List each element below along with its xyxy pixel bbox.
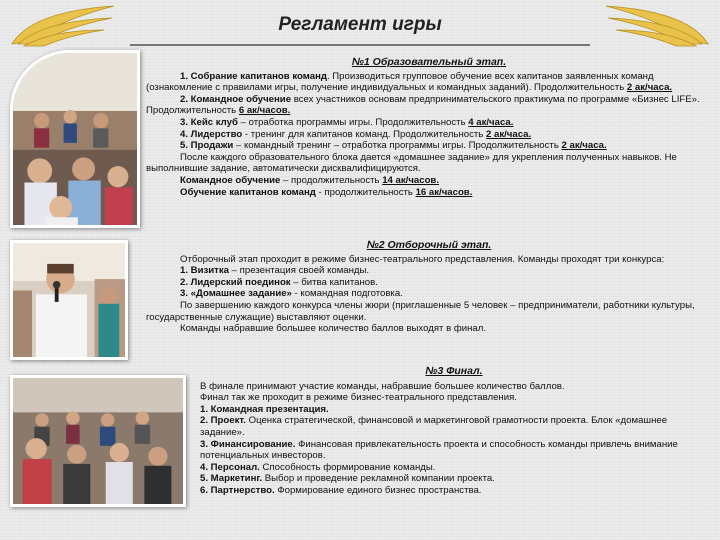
stage-1-section bbox=[146, 57, 712, 198]
stage-1-item-3: 3. Кейс клуб – отработка программы игры. Продолжительность 4 ак/часа. bbox=[180, 116, 514, 128]
stage-1-item-2: 2. Командное обучение всех участников основам предпринимательского практикума по программе «Бизнес LIFE». Продолжительность 6 ак/часов. bbox=[146, 93, 700, 117]
stage-3-item-1: 1. Командная презентация. bbox=[200, 403, 329, 415]
page-title: Регламент игры bbox=[278, 14, 442, 35]
photo-group-training bbox=[10, 50, 140, 228]
photo-speaker-microphone bbox=[10, 240, 128, 360]
stage-3-line-1: В финале принимают участие команды, набравшие большее количество баллов. bbox=[200, 380, 565, 392]
stage-3-section bbox=[200, 366, 708, 497]
stage-1-homework-note: После каждого образовательного блока дается «домашнее задание» для укрепления полученных навыков. Не выполнившие задание, автоматически дисквалифицируются. bbox=[146, 151, 677, 175]
stage-2-jury: По завершению каждого конкурса члены жюри (приглашенные 5 человек – предприниматели, работники культуры, государственные служащие) выставляют оценки. bbox=[146, 299, 695, 323]
stage-2-heading: №2 Отборочный этап. bbox=[366, 239, 492, 251]
stage-1-item-5: 5. Продажи – командный тренинг – отработка программы игры. Продолжительность 2 ак/часа. bbox=[180, 140, 607, 152]
stage-2-intro: Отборочный этап проходит в режиме бизнес-театрального представления. Команды проходят три конкурса: bbox=[180, 253, 665, 265]
stage-3-item-6: 6. Партнерство. Формирование единого бизнес пространства. bbox=[200, 484, 482, 496]
stage-1-item-4: 4. Лидерство - тренинг для капитанов команд. Продолжительность 2 ак/часа. bbox=[180, 128, 532, 140]
stage-2-final: Команды набравшие большее количество баллов выходят в финал. bbox=[180, 323, 486, 335]
stage-2-contest-1: 1. Визитка – презентация своей команды. bbox=[180, 265, 370, 277]
photo-final-audience bbox=[10, 375, 186, 507]
stage-1-heading: №1 Образовательный этап. bbox=[351, 56, 507, 68]
stage-3-item-5: 5. Маркетинг. Выбор и проведение рекламной компании проекта. bbox=[200, 473, 495, 485]
stage-2-contest-3: 3. «Домашнее задание» - командная подготовка. bbox=[180, 288, 403, 300]
stage-1-captain-total: Обучение капитанов команд - продолжительность 16 ак/часов. bbox=[180, 186, 473, 198]
stage-2-contest-2: 2. Лидерский поединок – битва капитанов. bbox=[180, 276, 378, 288]
stage-3-item-2: 2. Проект. Оценка стратегической, финансовой и маркетинговой грамотности проекта. Блок «домашнее задание». bbox=[200, 415, 668, 438]
stage-1-item-1: 1. Собрание капитанов команд. Производиться групповое обучение всех капитанов заявленных команд (ознакомление с правилами игры, получение индивидуальных и командных заданий). Продолжительность 2 ак/часа. bbox=[146, 70, 673, 94]
title-underline bbox=[130, 44, 590, 46]
stage-3-item-4: 4. Персонал. Способность формирование команды. bbox=[200, 461, 436, 473]
stage-3-line-2: Финал так же проходит в режиме бизнес-театрального представления. bbox=[200, 392, 517, 404]
stage-2-section bbox=[146, 240, 712, 335]
stage-1-team-total: Командное обучение – продолжительность 14 ак/часов. bbox=[180, 174, 439, 186]
stage-3-heading: №3 Финал. bbox=[425, 365, 483, 377]
stage-3-item-3: 3. Финансирование. Финансовая привлекательность проекта и способность команды привлечь внимание потенциальных инвесторов. bbox=[200, 438, 678, 462]
